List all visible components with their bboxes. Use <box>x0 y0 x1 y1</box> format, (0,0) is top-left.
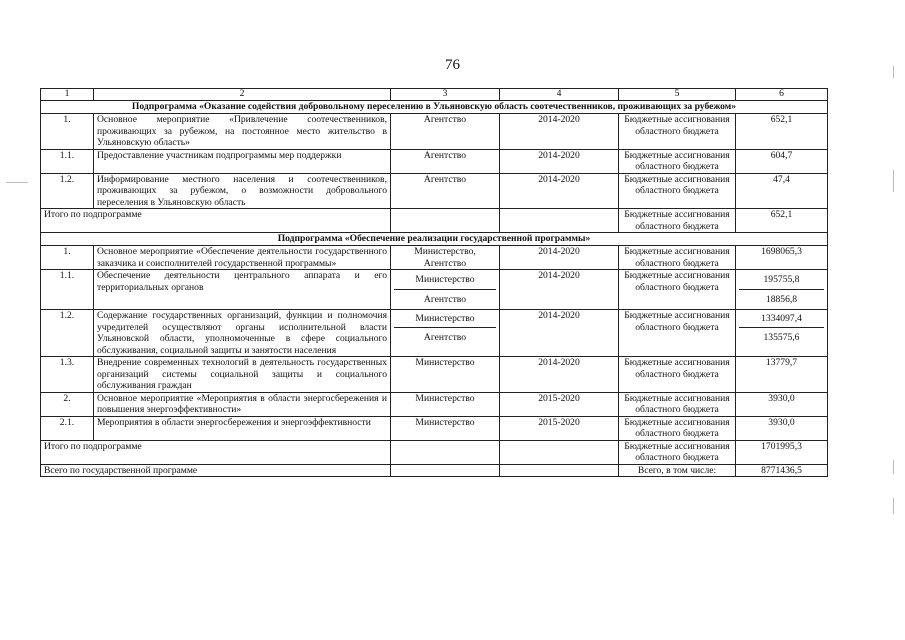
amount: 195755,8 <box>763 274 800 285</box>
subtotal-amount: 1701995,3 <box>736 440 828 464</box>
empty-cell <box>391 464 500 477</box>
empty-cell <box>391 440 500 464</box>
subprogram-title: Подпрограмма «Оказание содействия добровольному переселению в Ульяновскую область соотечественников, проживающих за рубежом» <box>41 101 828 114</box>
amount: 652,1 <box>736 114 828 150</box>
amount: 3930,0 <box>736 416 828 440</box>
scan-mark <box>893 66 894 78</box>
row-number: 1.1. <box>41 149 94 173</box>
subtotal-label: Итого по подпрограмме <box>41 209 391 233</box>
activity-name: Содержание государственных организаций, функции и полномочия учредителей осуществляют органы исполнительной власти Ульяновской области, уполномоченные в сфере социального обслуживания, социальной защиты и занятости населения <box>94 310 391 357</box>
activity-name: Основное мероприятие «Обеспечение деятельности государственного заказчика и соисполнителей государственной программы» <box>94 246 391 270</box>
empty-cell <box>500 464 619 477</box>
row-number: 1. <box>41 246 94 270</box>
amount: 3930,0 <box>736 392 828 416</box>
row-number: 1.2. <box>41 310 94 357</box>
executor: Агентство <box>394 327 496 347</box>
column-number: 1 <box>41 89 94 101</box>
empty-cell <box>391 209 500 233</box>
activity-name: Предоставление участникам подпрограммы мер поддержки <box>94 149 391 173</box>
executor: Министерство <box>391 357 500 393</box>
column-number: 5 <box>619 89 736 101</box>
period: 2014-2020 <box>500 270 619 310</box>
scan-mark <box>893 170 894 192</box>
amount: 604,7 <box>736 149 828 173</box>
executor: Министерство <box>391 392 500 416</box>
executor: Агентство <box>391 149 500 173</box>
table-row <box>41 149 828 173</box>
funding-source: Бюджетные ассигнования областного бюджета <box>619 416 736 440</box>
period: 2014-2020 <box>500 310 619 357</box>
funding-source: Всего, в том числе: <box>619 464 736 477</box>
executor-split <box>391 270 500 310</box>
funding-source: Бюджетные ассигнования областного бюджета <box>619 114 736 150</box>
column-number: 3 <box>391 89 500 101</box>
period: 2014-2020 <box>500 357 619 393</box>
amount: 1334097,4 <box>761 313 802 324</box>
amount-split <box>736 270 828 310</box>
executor: Агентство <box>391 114 500 150</box>
funding-source: Бюджетные ассигнования областного бюджета <box>619 246 736 270</box>
funding-source: Бюджетные ассигнования областного бюджета <box>619 392 736 416</box>
row-number: 1.2. <box>41 173 94 209</box>
scan-mark <box>6 182 28 183</box>
activity-name: Основное мероприятие «Мероприятия в области энергосбережения и повышения энергоэффективности» <box>94 392 391 416</box>
row-number: 1.3. <box>41 357 94 393</box>
activity-name: Обеспечение деятельности центрального аппарата и его территориальных органов <box>94 270 391 310</box>
amount: 1698065,3 <box>736 246 828 270</box>
table-row <box>41 270 828 310</box>
empty-cell <box>500 209 619 233</box>
row-number: 2. <box>41 392 94 416</box>
amount: 18856,8 <box>739 289 824 309</box>
section-title-row <box>41 101 828 114</box>
activity-name: Основное мероприятие «Привлечение соотечественников, проживающих за рубежом, на постоянное место жительство в Ульяновскую область» <box>94 114 391 150</box>
scan-mark <box>893 460 894 474</box>
page-number: 76 <box>445 57 460 73</box>
grand-total-row <box>41 464 828 477</box>
funding-source: Бюджетные ассигнования областного бюджета <box>619 149 736 173</box>
grand-total-label: Всего по государственной программе <box>41 464 391 477</box>
column-number: 6 <box>736 89 828 101</box>
amount: 47,4 <box>736 173 828 209</box>
amount: 135575,6 <box>739 327 824 347</box>
funding-source: Бюджетные ассигнования областного бюджета <box>619 270 736 310</box>
funding-source: Бюджетные ассигнования областного бюджета <box>619 173 736 209</box>
column-numbers-row <box>41 89 828 101</box>
subtotal-label: Итого по подпрограмме <box>41 440 391 464</box>
amount: 13779,7 <box>736 357 828 393</box>
column-number: 2 <box>94 89 391 101</box>
executor: Агентство <box>394 289 496 309</box>
executor: Министерство <box>391 416 500 440</box>
subprogram-title: Подпрограмма «Обеспечение реализации государственной программы» <box>41 233 828 246</box>
executor: Министерство, Агентство <box>391 246 500 270</box>
subtotal-row <box>41 440 828 464</box>
empty-cell <box>500 440 619 464</box>
executor: Агентство <box>391 173 500 209</box>
funding-source: Бюджетные ассигнования областного бюджета <box>619 310 736 357</box>
funding-source: Бюджетные ассигнования областного бюджета <box>619 440 736 464</box>
executor-split <box>391 310 500 357</box>
row-number: 1.1. <box>41 270 94 310</box>
funding-source: Бюджетные ассигнования областного бюджета <box>619 357 736 393</box>
activity-name: Внедрение современных технологий в деятельность государственных организаций системы социальной защиты и социального обслуживания граждан <box>94 357 391 393</box>
activity-name: Мероприятия в области энергосбережения и энергоэффективности <box>94 416 391 440</box>
row-number: 1. <box>41 114 94 150</box>
table-row <box>41 114 828 150</box>
subtotal-row <box>41 209 828 233</box>
subtotal-amount: 652,1 <box>736 209 828 233</box>
period: 2015-2020 <box>500 416 619 440</box>
period: 2014-2020 <box>500 114 619 150</box>
scan-mark <box>893 498 894 514</box>
funding-source: Бюджетные ассигнования областного бюджета <box>619 209 736 233</box>
table-row <box>41 173 828 209</box>
table-row <box>41 246 828 270</box>
budget-table <box>40 88 828 477</box>
executor: Министерство <box>415 274 475 285</box>
section-title-row <box>41 233 828 246</box>
activity-name: Информирование местного населения и соотечественников, проживающих за рубежом, о возможности добровольного переселения в Ульяновскую область <box>94 173 391 209</box>
table-row <box>41 416 828 440</box>
period: 2014-2020 <box>500 173 619 209</box>
table-row <box>41 392 828 416</box>
column-number: 4 <box>500 89 619 101</box>
grand-total-amount: 8771436,5 <box>736 464 828 477</box>
period: 2014-2020 <box>500 246 619 270</box>
row-number: 2.1. <box>41 416 94 440</box>
table-row <box>41 357 828 393</box>
table-row <box>41 310 828 357</box>
period: 2015-2020 <box>500 392 619 416</box>
executor: Министерство <box>415 313 475 324</box>
period: 2014-2020 <box>500 149 619 173</box>
amount-split <box>736 310 828 357</box>
